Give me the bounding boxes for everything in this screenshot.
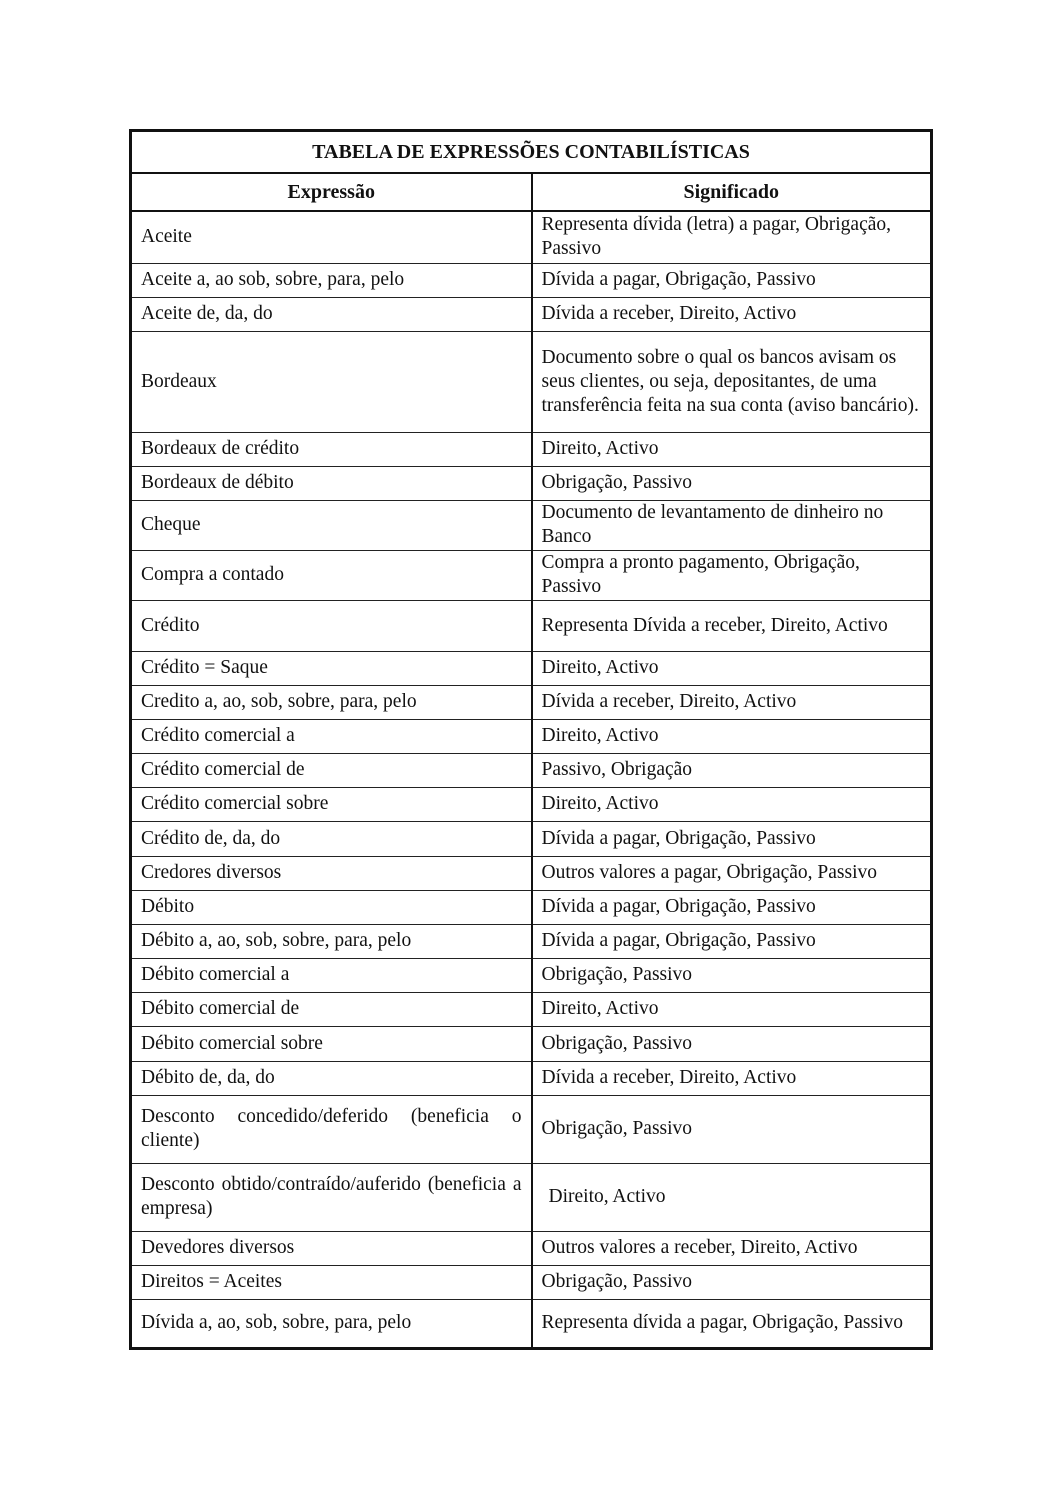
expressao-cell: Débito bbox=[131, 890, 532, 924]
table-row bbox=[131, 924, 932, 958]
significado-cell: Direito, Activo bbox=[532, 992, 932, 1026]
significado-cell: Direito, Activo bbox=[532, 651, 932, 685]
expressao-cell: Crédito comercial a bbox=[131, 719, 532, 753]
significado-cell: Dívida a pagar, Obrigação, Passivo bbox=[532, 263, 932, 297]
significado-cell: Passivo, Obrigação bbox=[532, 753, 932, 787]
table-row bbox=[131, 1231, 932, 1265]
expressao-cell: Dívida a, ao, sob, sobre, para, pelo bbox=[131, 1299, 532, 1348]
expressao-cell: Aceite a, ao sob, sobre, para, pelo bbox=[131, 263, 532, 297]
significado-cell: Outros valores a pagar, Obrigação, Passivo bbox=[532, 856, 932, 890]
expressao-cell: Bordeaux bbox=[131, 331, 532, 432]
table-row bbox=[131, 753, 932, 787]
significado-cell: Outros valores a receber, Direito, Activo bbox=[532, 1231, 932, 1265]
expressao-cell: Compra a contado bbox=[131, 550, 532, 600]
column-header-expressao: Expressão bbox=[131, 173, 532, 211]
significado-cell: Documento de levantamento de dinheiro no Banco bbox=[532, 500, 932, 550]
table-row bbox=[131, 787, 932, 821]
table-header-row bbox=[131, 173, 932, 211]
significado-cell: Direito, Activo bbox=[532, 719, 932, 753]
significado-cell: Representa Dívida a receber, Direito, Activo bbox=[532, 600, 932, 651]
expressao-cell: Crédito de, da, do bbox=[131, 821, 532, 856]
expressao-cell: Crédito bbox=[131, 600, 532, 651]
significado-cell: Obrigação, Passivo bbox=[532, 1026, 932, 1061]
table-row bbox=[131, 297, 932, 331]
table-row bbox=[131, 1026, 932, 1061]
expressao-cell: Desconto obtido/contraído/auferido (beneficia a empresa) bbox=[131, 1163, 532, 1231]
table-row bbox=[131, 719, 932, 753]
significado-cell: Obrigação, Passivo bbox=[532, 466, 932, 500]
expressao-cell: Débito de, da, do bbox=[131, 1061, 532, 1095]
table-row bbox=[131, 1265, 932, 1299]
table-row bbox=[131, 600, 932, 651]
significado-cell: Documento sobre o qual os bancos avisam os seus clientes, ou seja, depositantes, de uma transferência feita na sua conta (aviso bancário). bbox=[532, 331, 932, 432]
expressao-cell: Aceite de, da, do bbox=[131, 297, 532, 331]
expressao-cell: Débito a, ao, sob, sobre, para, pelo bbox=[131, 924, 532, 958]
significado-cell: Obrigação, Passivo bbox=[532, 1095, 932, 1163]
accounting-expressions-table bbox=[129, 129, 933, 1350]
significado-cell: Dívida a receber, Direito, Activo bbox=[532, 297, 932, 331]
significado-cell: Dívida a receber, Direito, Activo bbox=[532, 685, 932, 719]
table-row bbox=[131, 263, 932, 297]
significado-cell: Obrigação, Passivo bbox=[532, 1265, 932, 1299]
significado-cell: Direito, Activo bbox=[532, 787, 932, 821]
table-row bbox=[131, 211, 932, 263]
significado-cell: Obrigação, Passivo bbox=[532, 958, 932, 992]
expressao-cell: Débito comercial a bbox=[131, 958, 532, 992]
column-header-significado: Significado bbox=[532, 173, 932, 211]
table-row bbox=[131, 500, 932, 550]
significado-cell: Direito, Activo bbox=[532, 1163, 932, 1231]
significado-cell: Dívida a pagar, Obrigação, Passivo bbox=[532, 890, 932, 924]
table-row bbox=[131, 958, 932, 992]
table-row bbox=[131, 856, 932, 890]
expressao-cell: Direitos = Aceites bbox=[131, 1265, 532, 1299]
table-row bbox=[131, 1061, 932, 1095]
expressao-cell: Crédito = Saque bbox=[131, 651, 532, 685]
expressao-cell: Bordeaux de crédito bbox=[131, 432, 532, 466]
significado-cell: Dívida a pagar, Obrigação, Passivo bbox=[532, 924, 932, 958]
significado-cell: Dívida a pagar, Obrigação, Passivo bbox=[532, 821, 932, 856]
expressao-cell: Crédito comercial sobre bbox=[131, 787, 532, 821]
table-row bbox=[131, 1299, 932, 1348]
expressao-cell: Credito a, ao, sob, sobre, para, pelo bbox=[131, 685, 532, 719]
expressao-cell: Credores diversos bbox=[131, 856, 532, 890]
expressao-cell: Devedores diversos bbox=[131, 1231, 532, 1265]
table-row bbox=[131, 1163, 932, 1231]
significado-cell: Compra a pronto pagamento, Obrigação, Passivo bbox=[532, 550, 932, 600]
expressao-cell: Desconto concedido/deferido (beneficia o cliente) bbox=[131, 1095, 532, 1163]
table-row bbox=[131, 890, 932, 924]
table-title-row bbox=[131, 131, 932, 174]
significado-cell: Representa dívida (letra) a pagar, Obrigação, Passivo bbox=[532, 211, 932, 263]
significado-cell: Dívida a receber, Direito, Activo bbox=[532, 1061, 932, 1095]
table-row bbox=[131, 685, 932, 719]
table-row bbox=[131, 992, 932, 1026]
table-row bbox=[131, 821, 932, 856]
table-row bbox=[131, 1095, 932, 1163]
table-row bbox=[131, 466, 932, 500]
table-row bbox=[131, 432, 932, 466]
expressao-cell: Cheque bbox=[131, 500, 532, 550]
table-row bbox=[131, 550, 932, 600]
table-row bbox=[131, 651, 932, 685]
expressao-cell: Aceite bbox=[131, 211, 532, 263]
significado-cell: Representa dívida a pagar, Obrigação, Passivo bbox=[532, 1299, 932, 1348]
expressao-cell: Crédito comercial de bbox=[131, 753, 532, 787]
significado-cell: Direito, Activo bbox=[532, 432, 932, 466]
table-title: TABELA DE EXPRESSÕES CONTABILÍSTICAS bbox=[131, 131, 932, 174]
expressao-cell: Bordeaux de débito bbox=[131, 466, 532, 500]
expressao-cell: Débito comercial sobre bbox=[131, 1026, 532, 1061]
expressao-cell: Débito comercial de bbox=[131, 992, 532, 1026]
table-row bbox=[131, 331, 932, 432]
